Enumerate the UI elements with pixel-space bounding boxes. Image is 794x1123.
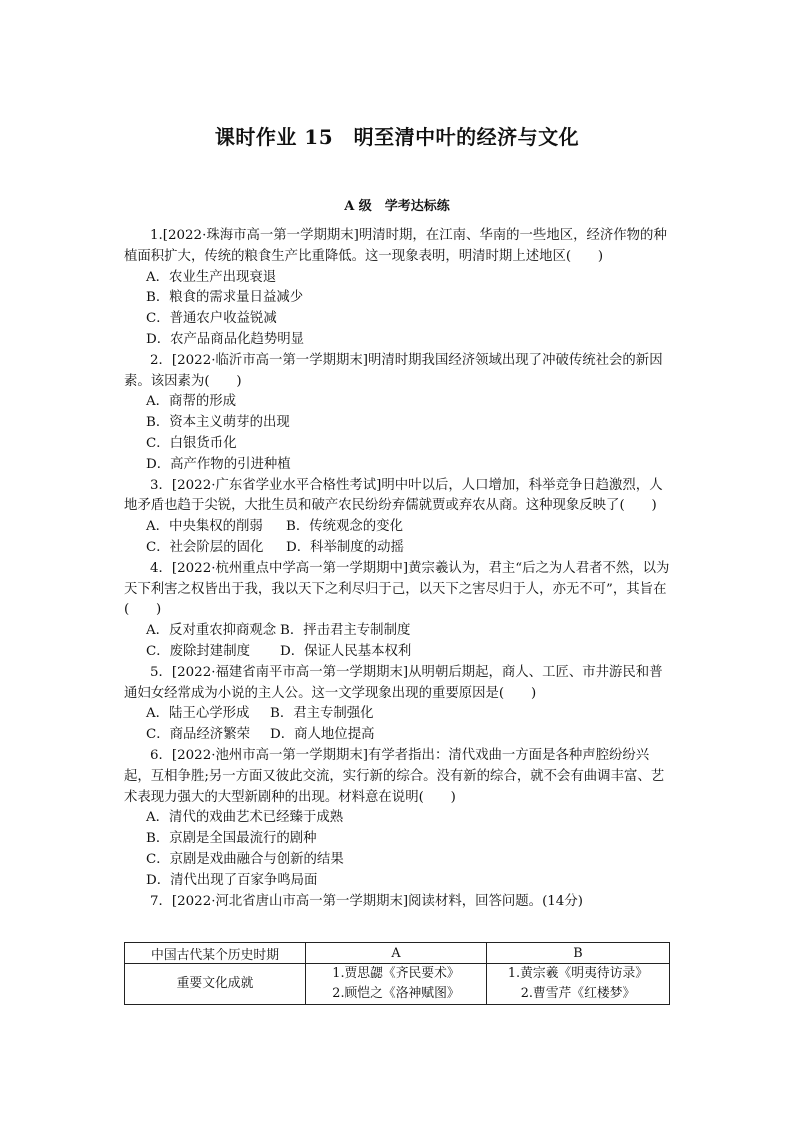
table-cell-line: 2.顾恺之《洛神赋图》	[332, 986, 460, 1001]
question-4	[124, 559, 672, 663]
question-stem: 3．[2022·广东省学业水平合格性考试]明中叶以后，人口增加，科举竞争日趋激烈，人地矛盾也趋于尖锐，大批生员和破产农民纷纷弃儒就贾或弃农从商。这种现象反映了( )	[124, 477, 663, 514]
option-b: B．传统观念的变化	[286, 519, 403, 535]
option-row	[124, 538, 672, 559]
question-stem: 2．[2022·临沂市高一第一学期期末]明清时期我国经济领域出现了冲破传统社会的新因素。该因素为( )	[124, 352, 663, 389]
option-a: A．反对重农抑商观念	[146, 623, 277, 639]
table-header-cell: 中国古代某个历史时期	[125, 943, 306, 964]
table-cell-b	[487, 964, 670, 1005]
option-a: A．中央集权的削弱	[146, 519, 263, 535]
option-c: C．白银货币化	[146, 435, 237, 451]
option-a: A．农业生产出现衰退	[146, 269, 277, 285]
table-row-label: 重要文化成就	[125, 964, 306, 1005]
option-c: C．废除封建制度	[146, 643, 250, 659]
option-d: D．高产作物的引进种植	[146, 456, 291, 472]
question-6	[124, 746, 672, 892]
option-c: C．商品经济繁荣	[146, 727, 250, 743]
question-7	[124, 892, 672, 913]
table-header-cell: A	[306, 943, 487, 964]
option-d: D．保证人民基本权利	[280, 643, 412, 659]
option-row	[124, 517, 672, 538]
table-cell-line: 1.黄宗羲《明夷待访录》	[507, 966, 649, 981]
option-row	[124, 621, 672, 642]
option-b: B．粮食的需求量日益减少	[146, 290, 304, 306]
question-1	[124, 226, 672, 351]
option-row	[124, 725, 672, 746]
option-a: A．商帮的形成	[146, 394, 237, 410]
culture-achievement-table	[124, 942, 670, 1005]
option-b: B．京剧是全国最流行的剧种	[146, 831, 317, 847]
table-row	[125, 964, 670, 1005]
option-a: A．清代的戏曲艺术已经臻于成熟	[146, 810, 344, 826]
option-b: B．资本主义萌芽的出现	[146, 415, 290, 431]
option-d: D．清代出现了百家争鸣局面	[146, 872, 318, 888]
table-header-row	[125, 943, 670, 964]
question-stem: 5．[2022·福建省南平市高一第一学期期末]从明朝后期起，商人、工匠、市井游民和普通妇女经常成为小说的主人公。这一文学现象出现的重要原因是( )	[124, 664, 663, 701]
option-a: A．陆王心学形成	[146, 706, 250, 722]
question-2	[124, 351, 672, 476]
question-stem: 4．[2022·杭州重点中学高一第一学期期中]黄宗羲认为，君主“后之为人君者不然，以为天下利害之权皆出于我，我以天下之利尽归于己，以天下之害尽归于人，亦无不可”，其旨在( )	[124, 560, 670, 618]
option-c: C．社会阶层的固化	[146, 539, 264, 555]
option-row	[124, 704, 672, 725]
table-cell-line: 2.曹雪芹《红楼梦》	[520, 986, 636, 1001]
page-title: 课时作业 15 明至清中叶的经济与文化	[214, 125, 580, 149]
option-d: D．农产品商品化趋势明显	[146, 331, 305, 347]
option-d: D．商人地位提高	[270, 727, 375, 743]
option-d: D．科举制度的动摇	[286, 539, 404, 555]
table-header-cell: B	[487, 943, 670, 964]
option-b: B．君主专制强化	[270, 706, 374, 722]
option-c: C．京剧是戏曲融合与创新的结果	[146, 851, 344, 867]
option-b: B．抨击君主专制制度	[280, 623, 411, 639]
question-list	[124, 226, 672, 912]
option-row	[124, 642, 672, 663]
table-cell-line: 1.贾思勰《齐民要术》	[332, 966, 460, 981]
question-5	[124, 663, 672, 746]
option-c: C．普通农户收益锐减	[146, 311, 277, 327]
question-stem: 1.[2022·珠海市高一第一学期期末]明清时期，在江南、华南的一些地区，经济作物的种植面积扩大，传统的粮食生产比重降低。这一现象表明，明清时期上述地区( )	[124, 228, 667, 264]
section-title: A 级 学考达标练	[344, 199, 450, 214]
question-stem: 7．[2022·河北省唐山市高一第一学期期末]阅读材料，回答问题。(14分)	[150, 893, 583, 909]
question-stem: 6．[2022·池州市高一第一学期期末]有学者指出：清代戏曲一方面是各种声腔纷纷兴起，互相争胜;另一方面又彼此交流，实行新的综合。没有新的综合，就不会有曲调丰富、艺术表现力强大的大型新剧种的出现。材料意在说明( )	[124, 747, 665, 805]
table-cell-a	[306, 964, 487, 1005]
question-3	[124, 476, 672, 559]
